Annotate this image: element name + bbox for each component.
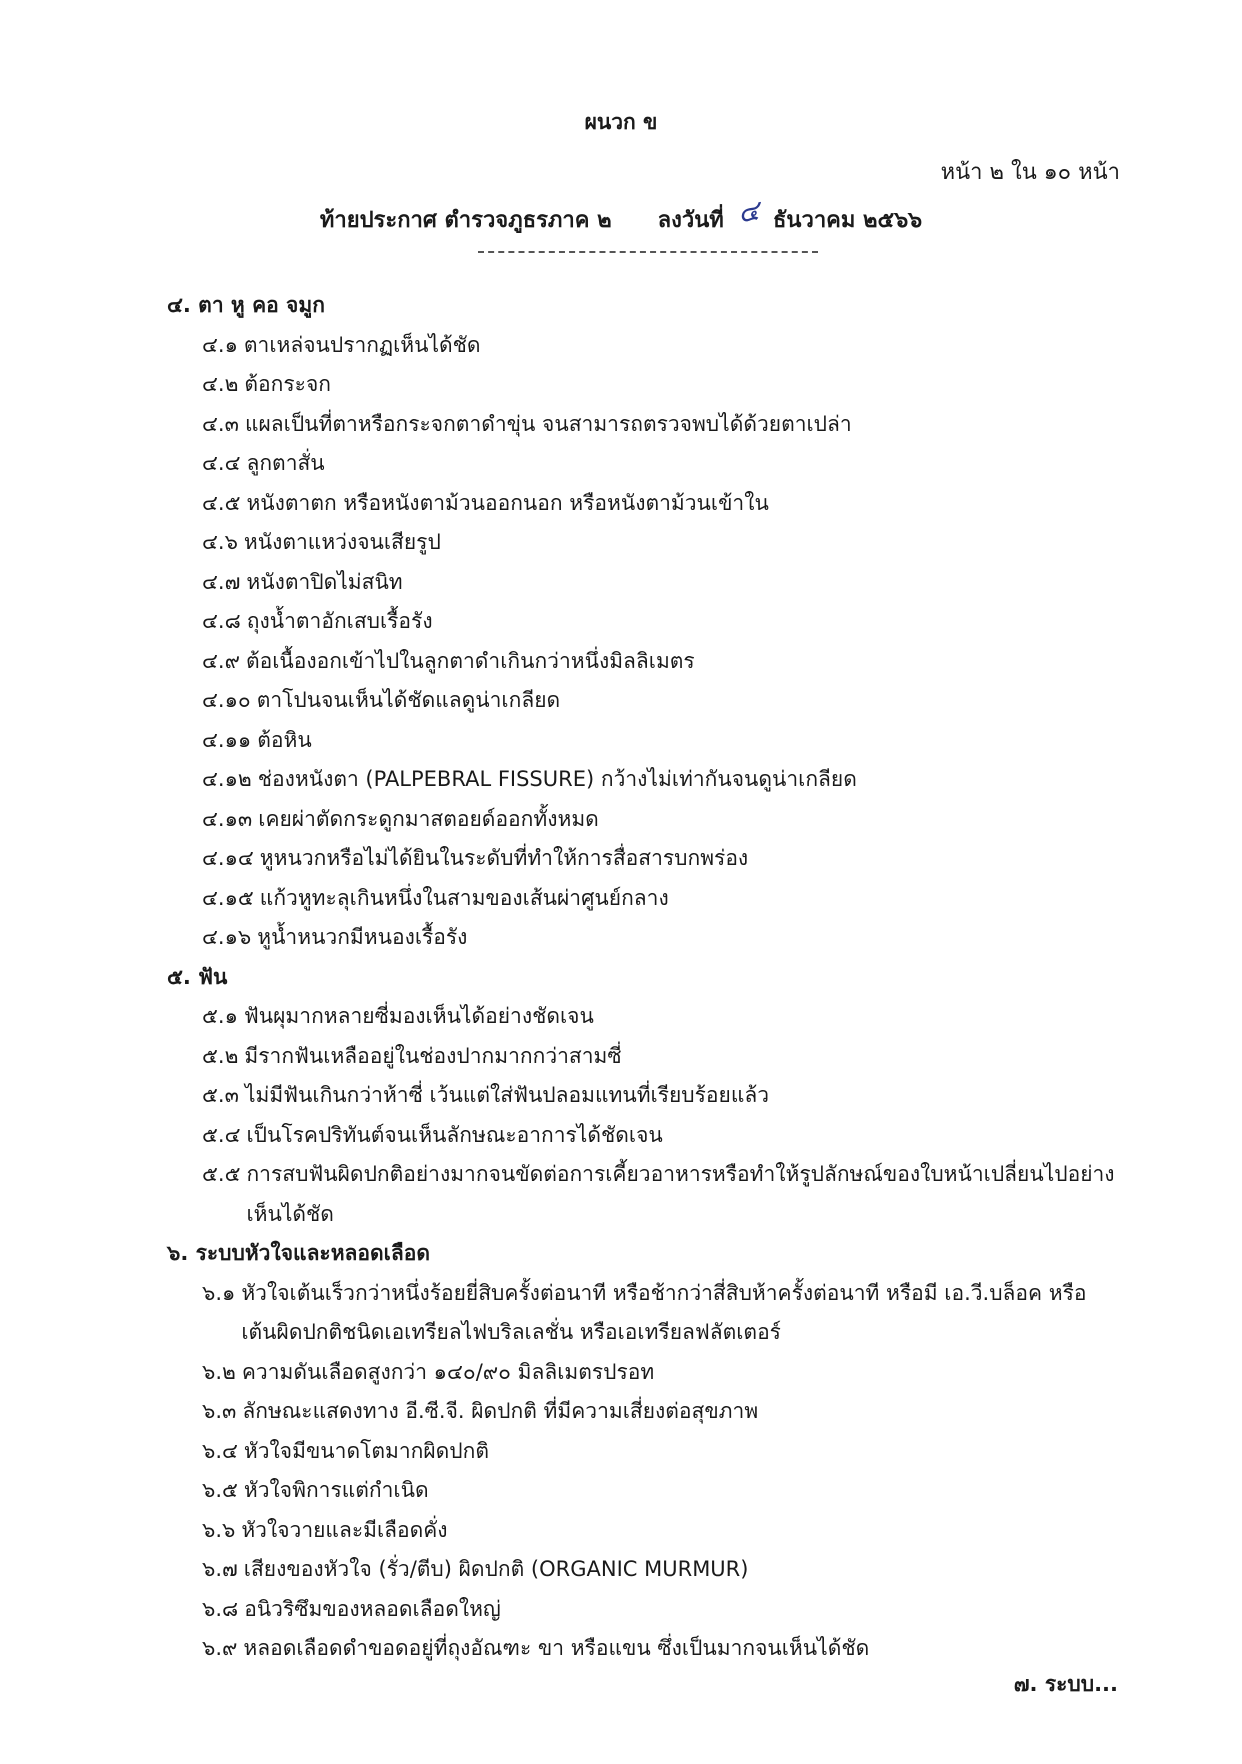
list-item: [167, 563, 1127, 603]
item-text: ต้อหิน: [257, 727, 312, 752]
item-text: ช่องหนังตา (PALPEBRAL FISSURE) กว้างไม่เท่ากันจนดูน่าเกลียด: [257, 767, 857, 791]
item-number: ๖.๖: [202, 1517, 236, 1542]
requirements-list: [167, 286, 1127, 1669]
item-text: หัวใจพิการแต่กำเนิด: [243, 1478, 429, 1502]
list-item: [167, 1353, 1127, 1393]
item-number: ๔.๘: [202, 609, 241, 633]
continued-marker: ๗. ระบบ...: [1013, 1672, 1118, 1696]
page-indicator: หน้า ๒ ใน ๑๐ หน้า: [940, 160, 1120, 185]
list-item: [167, 879, 1127, 919]
item-text: เสียงของหัวใจ (รั่ว/ตีบ) ผิดปกติ (ORGANIC MURMUR): [243, 1557, 749, 1581]
section-heading: ๔. ตา หู คอ จมูก: [167, 293, 325, 317]
list-item: [167, 1511, 1127, 1551]
date-label: ลงวันที่: [657, 208, 724, 233]
item-number: ๖.๒: [202, 1359, 236, 1384]
month-year: ธันวาคม ๒๕๖๖: [773, 208, 923, 233]
item-text: มีรากฟันเหลืออยู่ในช่องปากมากกว่าสามซี่: [244, 1043, 622, 1068]
item-number: ๕.๔: [202, 1122, 241, 1147]
list-item: [167, 1116, 1127, 1156]
item-text: อนิวริซึมของหลอดเลือดใหญ่: [244, 1596, 501, 1621]
item-number: ๔.๙: [202, 648, 240, 673]
appendix-title: ผนวก ข: [584, 110, 658, 134]
section-heading: ๕. ฟัน: [167, 964, 228, 989]
list-item: [167, 1274, 1127, 1353]
item-text: หัวใจวายและมีเลือดคั่ง: [241, 1517, 448, 1542]
item-number: ๔.๑๒: [202, 767, 252, 791]
item-text: ความดันเลือดสูงกว่า ๑๔๐/๙๐ มิลลิเมตรปรอท: [241, 1359, 655, 1384]
list-item: [167, 1076, 1127, 1116]
item-number: ๖.๗: [202, 1557, 238, 1581]
item-text: แผลเป็นที่ตาหรือกระจกตาดำขุ่น จนสามารถตรวจพบได้ด้วยตาเปล่า: [244, 411, 852, 436]
item-number: ๔.๒: [202, 372, 239, 396]
list-item: [167, 839, 1127, 879]
list-item: [167, 484, 1127, 524]
dashed-divider: [478, 251, 818, 253]
list-item: [167, 1590, 1127, 1630]
item-text: เคยผ่าตัดกระดูกมาสตอยด์ออกทั้งหมด: [258, 806, 599, 831]
item-number: ๖.๑: [202, 1280, 236, 1305]
notice-prefix: ท้ายประกาศ ตำรวจภูธรภาค ๒: [319, 208, 612, 233]
item-text: ต้อเนื้องอกเข้าไปในลูกตาดำเกินกว่าหนึ่งมิลลิเมตร: [245, 648, 695, 673]
item-number: ๔.๑๔: [202, 846, 254, 870]
item-text: หนังตาแหว่งจนเสียรูป: [243, 530, 441, 554]
list-item: [167, 326, 1127, 366]
list-item: [167, 1471, 1127, 1511]
item-number: ๔.๑๓: [202, 806, 253, 831]
item-text: หัวใจเต้นเร็วกว่าหนึ่งร้อยยี่สิบครั้งต่อนาที หรือช้ากว่าสี่สิบห้าครั้งต่อนาที หรือมี เอ.วี.บล็อค หรือเต้นผิดปกติชนิดเอเทรียลไฟบริลเลชั่น หรือเอเทรียลฟลัตเตอร์: [241, 1280, 1087, 1344]
item-number: ๕.๑: [202, 1004, 238, 1028]
item-number: ๕.๒: [202, 1043, 239, 1068]
list-item: [167, 681, 1127, 721]
list-item: [167, 800, 1127, 840]
list-item: [167, 602, 1127, 642]
item-text: หูน้ำหนวกมีหนองเรื้อรัง: [257, 925, 468, 949]
list-item: [167, 1155, 1127, 1234]
item-number: ๔.๓: [202, 411, 239, 436]
item-number: ๔.๑๑: [202, 727, 252, 752]
item-number: ๔.๑: [202, 332, 238, 357]
list-item: [167, 1392, 1127, 1432]
item-number: ๔.๑๖: [202, 925, 252, 949]
item-number: ๕.๓: [202, 1083, 239, 1107]
list-item: [167, 1432, 1127, 1472]
list-item: [167, 918, 1127, 958]
item-number: ๖.๕: [202, 1478, 238, 1502]
item-number: ๔.๗: [202, 569, 241, 594]
list-item: [167, 997, 1127, 1037]
item-number: ๖.๙: [202, 1636, 238, 1660]
item-number: ๖.๘: [202, 1596, 239, 1621]
list-item: [167, 365, 1127, 405]
list-item: [167, 405, 1127, 445]
item-number: ๔.๑๕: [202, 885, 254, 910]
item-number: ๔.๖: [202, 530, 238, 554]
item-text: หัวใจมีขนาดโตมากผิดปกติ: [243, 1438, 489, 1463]
section-heading: ๖. ระบบหัวใจและหลอดเลือด: [167, 1241, 430, 1265]
item-text: ไม่มีฟันเกินกว่าห้าซี่ เว้นแต่ใส่ฟันปลอมแทนที่เรียบร้อยแล้ว: [244, 1083, 770, 1107]
item-text: ต้อกระจก: [244, 372, 331, 396]
item-text: หนังตาปิดไม่สนิท: [246, 569, 403, 594]
item-text: ตาเหล่จนปรากฏเห็นได้ชัด: [243, 332, 481, 357]
item-text: การสบฟันผิดปกติอย่างมากจนขัดต่อการเคี้ยวอาหารหรือทำให้รูปลักษณ์ของใบหน้าเปลี่ยนไปอย่างเห็นได้ชัด: [246, 1162, 1115, 1226]
handwritten-day: ๔: [735, 193, 762, 230]
list-item: [167, 444, 1127, 484]
item-number: ๔.๕: [202, 490, 241, 515]
list-item: [167, 1629, 1127, 1669]
item-text: เป็นโรคปริทันต์จนเห็นลักษณะอาการได้ชัดเจน: [246, 1122, 663, 1147]
item-number: ๕.๕: [202, 1162, 241, 1186]
notice-line: [0, 193, 1242, 240]
item-text: หลอดเลือดดำขอดอยู่ที่ถุงอัณฑะ ขา หรือแขน ซึ่งเป็นมากจนเห็นได้ชัด: [243, 1636, 870, 1660]
item-text: ตาโปนจนเห็นได้ชัดแลดูน่าเกลียด: [256, 688, 561, 712]
item-number: ๖.๔: [202, 1438, 238, 1463]
list-item: [167, 721, 1127, 761]
item-text: ลูกตาสั่น: [246, 451, 325, 475]
item-text: ฟันผุมากหลายซี่มองเห็นได้อย่างชัดเจน: [243, 1004, 594, 1028]
item-text: ถุงน้ำตาอักเสบเรื้อรัง: [246, 609, 433, 633]
list-item: [167, 642, 1127, 682]
list-item: [167, 523, 1127, 563]
item-text: หนังตาตก หรือหนังตาม้วนออกนอก หรือหนังตาม้วนเข้าใน: [246, 490, 769, 515]
list-item: [167, 1550, 1127, 1590]
list-item: [167, 760, 1127, 800]
item-text: หูหนวกหรือไม่ได้ยินในระดับที่ทำให้การสื่อสารบกพร่อง: [259, 846, 749, 870]
list-item: [167, 1037, 1127, 1077]
item-text: ลักษณะแสดงทาง อี.ซี.จี. ผิดปกติ ที่มีความเสี่ยงต่อสุขภาพ: [242, 1399, 759, 1423]
item-number: ๔.๔: [202, 451, 241, 475]
item-number: ๖.๓: [202, 1399, 237, 1423]
item-text: แก้วหูทะลุเกินหนึ่งในสามของเส้นผ่าศูนย์กลาง: [259, 885, 669, 910]
item-number: ๔.๑๐: [202, 688, 251, 712]
